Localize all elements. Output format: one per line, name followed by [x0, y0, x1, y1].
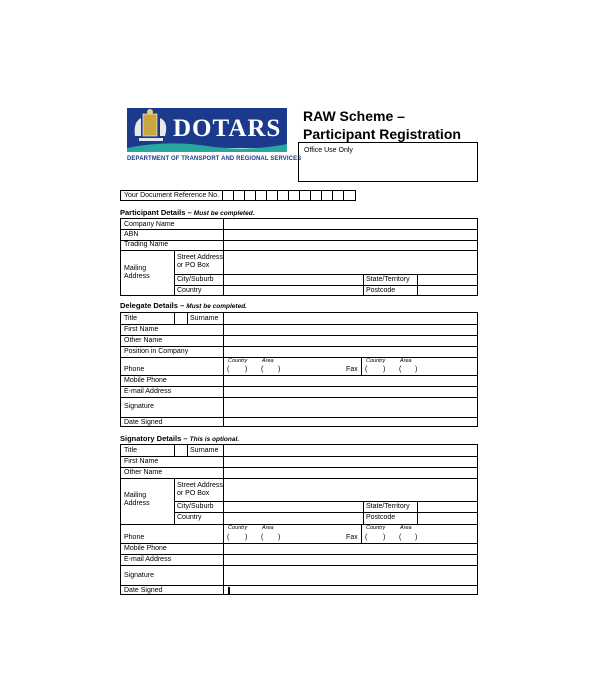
office-use-box: Office Use Only — [298, 142, 478, 182]
doc-ref-input[interactable] — [222, 190, 356, 201]
logo-wordmark: DOTARS — [173, 115, 282, 142]
doc-ref-row: Your Document Reference No. — [120, 190, 356, 201]
delegate-heading: Delegate Details – Must be completed. — [120, 301, 247, 310]
logo-department: DEPARTMENT OF TRANSPORT AND REGIONAL SERVICES — [127, 156, 302, 162]
participant-table: Company Name ABN Trading Name Mailing Address Street Address or PO Box City/Suburb State/Territory Country Postcode — [120, 218, 478, 296]
signatory-table: Title Surname First Name Other Name Mailing Address Street Address or PO Box City/Suburb State/Territory Country Postcode Country Area Country Area Phone ( ) ( ) Fax ( ) ( ) Mobile Phone E-mail Address Signature Date Signed — [120, 444, 478, 595]
logo-wave — [127, 140, 287, 152]
logo-banner — [127, 108, 287, 148]
page-title: RAW Scheme – Participant Registration — [303, 108, 461, 142]
signatory-fields[interactable] — [223, 444, 478, 594]
delegate-fields[interactable] — [223, 312, 478, 426]
participant-fields[interactable] — [223, 218, 478, 249]
dotars-logo — [127, 108, 302, 166]
signatory-heading: Signatory Details – This is optional. — [120, 434, 240, 443]
participant-heading: Participant Details – Must be completed. — [120, 208, 255, 217]
delegate-table: Title Surname First Name Other Name Position in Company Country Area Country Area Phone ( ) ( ) Fax ( ) ( ) Mobile Phone E-mail Address Signature Date Signed — [120, 312, 478, 427]
